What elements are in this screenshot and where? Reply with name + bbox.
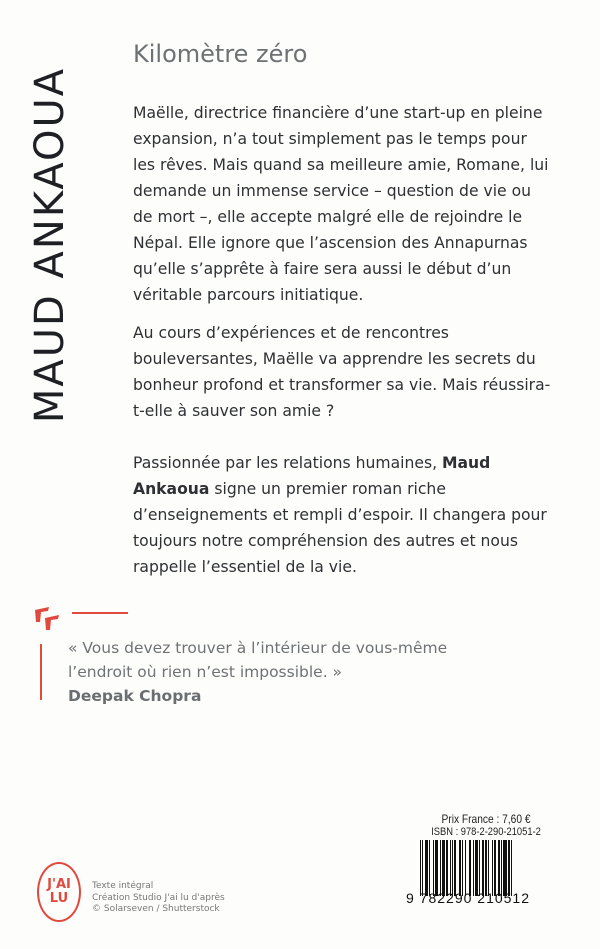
- price-label: Prix France : 7,60 €: [441, 812, 531, 826]
- quote-mark-icon: [33, 604, 63, 630]
- epigraph-quote: [68, 636, 447, 708]
- p3-text-end: signe un premier roman riche d’enseignements et rempli d’espoir. Il changera pour toujours notre compréhension des autres et nous rappelle l’essentiel de la vie.: [133, 480, 547, 576]
- blurb-paragraph-2: Au cours d’expériences et de rencontres bouleversantes, Maëlle va apprendre les secrets du bonheur profond et transformer sa vie. Mais réussira-t-elle à sauver son amie ?: [133, 324, 551, 420]
- isbn-label: ISBN : 978-2-290-21051-2: [431, 826, 541, 838]
- author-vertical: MAUD ANKAOUA: [27, 66, 73, 424]
- p3-text: Passionnée par les relations humaines,: [133, 454, 442, 472]
- quote-line-1: « Vous devez trouver à l’intérieur de vous-même: [68, 639, 448, 657]
- blurb: [133, 100, 553, 592]
- barcode-digits: 9 782290 210512: [406, 890, 530, 906]
- credit-line-3: © Solarseven / Shutterstock: [92, 904, 220, 914]
- blurb-paragraph-3: [133, 450, 553, 580]
- author-name-bold: Maud Ankaoua: [133, 454, 491, 498]
- publisher-logo: [37, 862, 81, 922]
- barcode-icon: [420, 840, 556, 896]
- blurb-paragraph-1: Maëlle, directrice financière d’une start-up en pleine expansion, n’a tout simplement pas le temps pour les rêves. Mais quand sa meilleure amie, Romane, lui demande un immense service – question de vie ou de mort –, elle accepte malgré elle de rejoindre le Népal. Elle ignore que l’ascension des Annapurnas qu’elle s’apprête à faire sera aussi le début d’un véritable parcours initiatique.: [133, 104, 549, 304]
- quote-vertical-rule: [40, 644, 42, 700]
- quote-author: Deepak Chopra: [68, 687, 202, 705]
- credits: [92, 881, 225, 916]
- credit-line-1: Texte intégral: [92, 881, 154, 891]
- spine-author: [28, 40, 72, 450]
- logo-line-2: LU: [49, 891, 69, 906]
- quote-line-2: l’endroit où rien n’est impossible. »: [68, 663, 343, 681]
- book-title: Kilomètre zéro: [133, 40, 308, 68]
- quote-rule: [72, 612, 128, 614]
- credit-line-2: Création Studio J'ai lu d'après: [92, 892, 225, 903]
- logo-line-1: J'AI: [47, 877, 71, 892]
- barcode-block: [406, 812, 566, 906]
